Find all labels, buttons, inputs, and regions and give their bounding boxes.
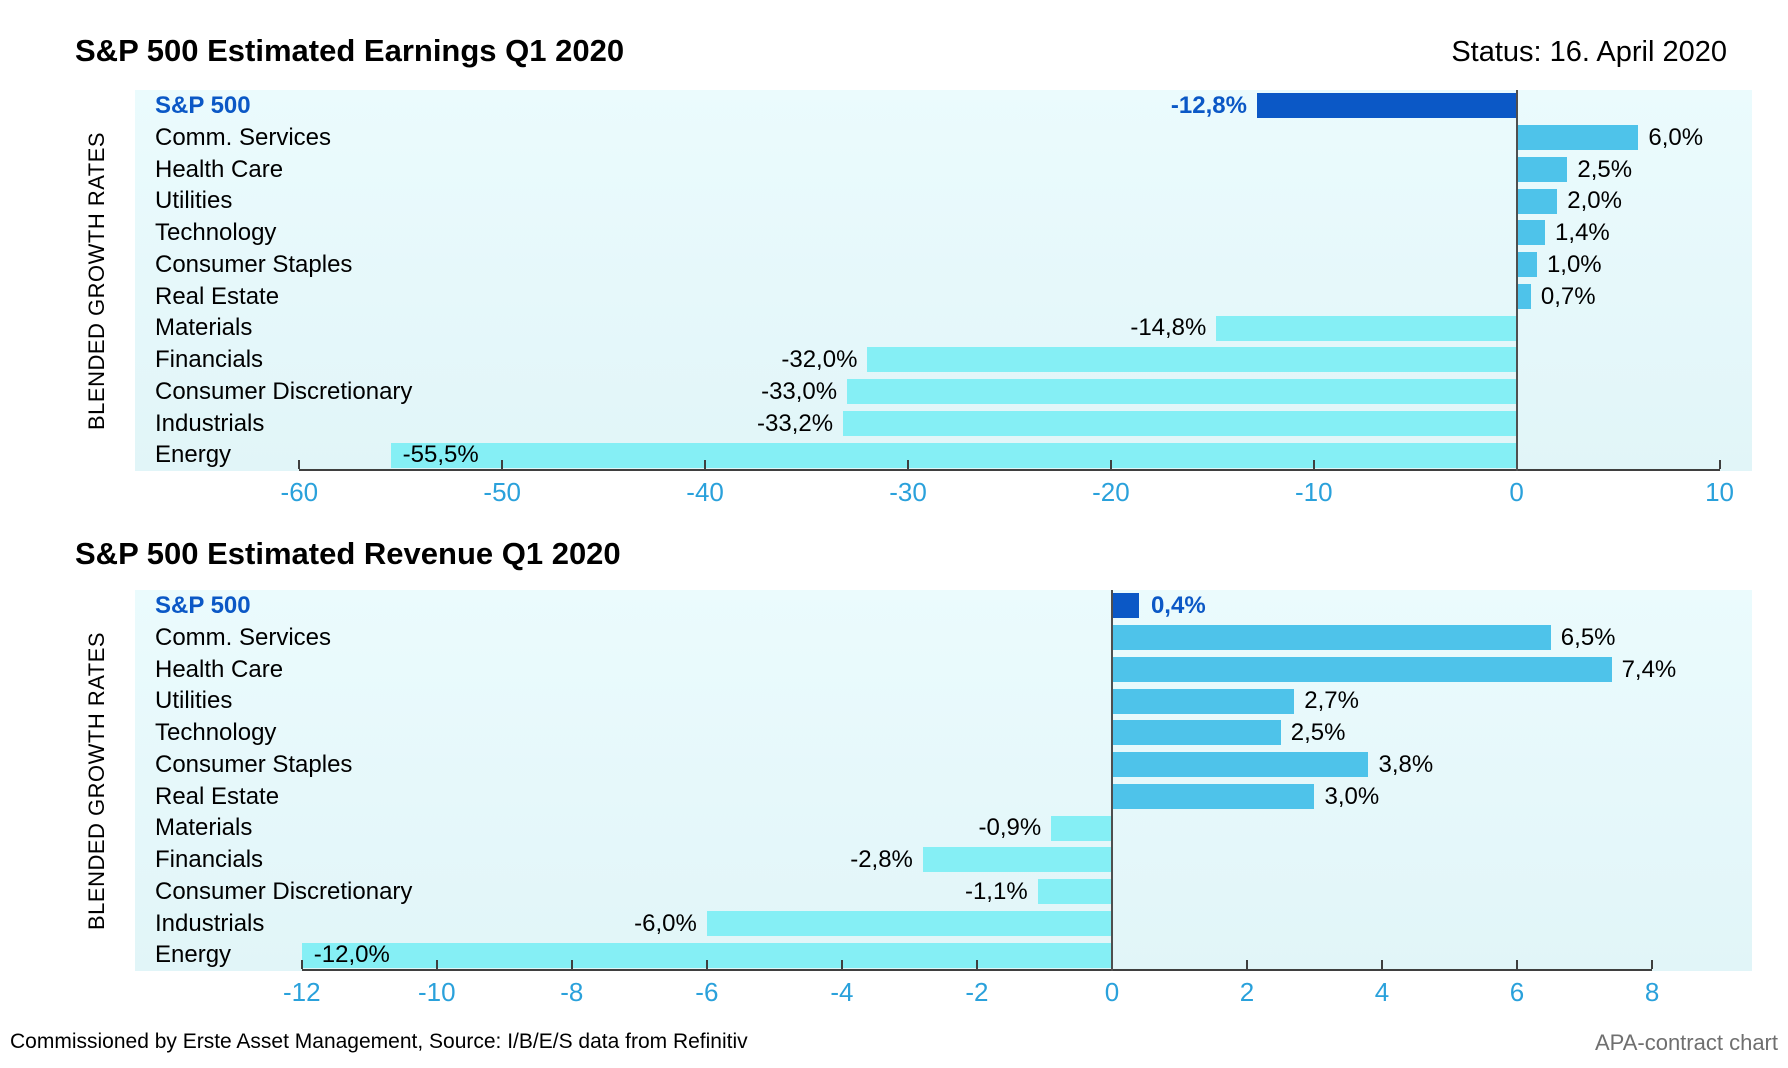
category-label-industrials: Industrials bbox=[155, 409, 265, 437]
value-label-health-care: 2,5% bbox=[1577, 155, 1633, 183]
x-tick--50 bbox=[501, 460, 503, 469]
value-label-industrials: -33,2% bbox=[757, 409, 834, 437]
bar-energy bbox=[391, 443, 1517, 468]
bar-industrials bbox=[707, 911, 1112, 936]
x-tick-10 bbox=[1719, 460, 1721, 469]
x-tick--2 bbox=[976, 960, 978, 969]
category-label-technology: Technology bbox=[155, 219, 277, 246]
category-label-financials: Financials bbox=[155, 846, 264, 873]
bar-real-estate bbox=[1517, 284, 1531, 309]
x-tick-4 bbox=[1381, 960, 1383, 969]
revenue-plot-area bbox=[135, 590, 1752, 1007]
earnings-chart-title: S&P 500 Estimated Earnings Q1 2020 bbox=[75, 33, 625, 68]
zero-baseline bbox=[1111, 590, 1113, 971]
value-label-comm-services: 6,0% bbox=[1648, 123, 1704, 151]
value-label-s-p-500: -12,8% bbox=[1170, 92, 1247, 119]
x-tick--30 bbox=[907, 460, 909, 469]
x-axis-line bbox=[302, 969, 1652, 971]
value-label-consumer-discretionary: -1,1% bbox=[964, 877, 1028, 905]
bar-consumer-staples bbox=[1112, 752, 1369, 777]
value-label-industrials: -6,0% bbox=[634, 909, 697, 937]
bar-s-p-500 bbox=[1112, 593, 1139, 618]
category-label-real-estate: Real Estate bbox=[155, 282, 280, 310]
category-label-comm-services: Comm. Services bbox=[155, 123, 332, 151]
bar-comm-services bbox=[1517, 125, 1639, 150]
x-tick-label-4: 4 bbox=[1374, 977, 1390, 1007]
x-tick-label-10: 10 bbox=[1705, 477, 1734, 507]
status-date: Status: 16. April 2020 bbox=[1451, 36, 1727, 68]
bar-s-p-500 bbox=[1257, 93, 1517, 118]
value-label-real-estate: 0,7% bbox=[1540, 282, 1596, 310]
bar-real-estate bbox=[1112, 784, 1315, 809]
value-label-materials: -0,9% bbox=[978, 814, 1042, 842]
value-label-financials: -2,8% bbox=[850, 846, 913, 873]
category-label-consumer-staples: Consumer Staples bbox=[155, 750, 353, 778]
value-label-comm-services: 6,5% bbox=[1560, 623, 1616, 651]
chart-credit: APA-contract chart bbox=[1595, 1030, 1778, 1055]
x-tick--40 bbox=[704, 460, 706, 469]
bar-health-care bbox=[1112, 657, 1612, 682]
value-label-technology: 2,5% bbox=[1290, 719, 1346, 746]
category-label-comm-services: Comm. Services bbox=[155, 623, 332, 651]
value-label-energy: -55,5% bbox=[402, 441, 479, 469]
category-label-technology: Technology bbox=[155, 719, 277, 746]
value-label-financials: -32,0% bbox=[781, 346, 858, 373]
zero-baseline bbox=[1516, 90, 1518, 471]
x-tick--60 bbox=[298, 460, 300, 469]
earnings-y-axis-label: BLENDED GROWTH RATES bbox=[84, 131, 109, 430]
x-tick-label--60: -60 bbox=[280, 477, 319, 507]
category-label-consumer-staples: Consumer Staples bbox=[155, 250, 353, 278]
x-tick-label--50: -50 bbox=[483, 477, 522, 507]
x-tick-label--30: -30 bbox=[889, 477, 927, 507]
bar-utilities bbox=[1517, 189, 1558, 214]
revenue-chart-title: S&P 500 Estimated Revenue Q1 2020 bbox=[75, 536, 621, 571]
category-label-energy: Energy bbox=[155, 441, 232, 469]
revenue-y-axis-label: BLENDED GROWTH RATES bbox=[84, 631, 109, 930]
bar-consumer-discretionary bbox=[1038, 879, 1112, 904]
x-tick-6 bbox=[1516, 960, 1518, 969]
bar-materials bbox=[1216, 316, 1516, 341]
bar-consumer-discretionary bbox=[847, 379, 1517, 404]
category-label-real-estate: Real Estate bbox=[155, 782, 280, 810]
x-tick--4 bbox=[841, 960, 843, 969]
value-label-real-estate: 3,0% bbox=[1324, 782, 1380, 810]
x-tick-2 bbox=[1246, 960, 1248, 969]
earnings-plot-area bbox=[135, 90, 1752, 507]
category-label-s-p-500: S&P 500 bbox=[155, 92, 251, 119]
category-label-utilities: Utilities bbox=[155, 687, 233, 715]
value-label-materials: -14,8% bbox=[1130, 314, 1207, 342]
x-tick-label--20: -20 bbox=[1092, 477, 1130, 507]
x-tick-label-8: 8 bbox=[1644, 977, 1660, 1007]
bar-utilities bbox=[1112, 689, 1294, 714]
category-label-industrials: Industrials bbox=[155, 909, 265, 937]
source-note: Commissioned by Erste Asset Management, Source: I/B/E/S data from Refinitiv bbox=[10, 1030, 748, 1053]
category-label-materials: Materials bbox=[155, 814, 253, 842]
x-tick-label-6: 6 bbox=[1509, 977, 1525, 1007]
bar-technology bbox=[1517, 220, 1545, 245]
value-label-utilities: 2,7% bbox=[1304, 687, 1359, 715]
category-label-utilities: Utilities bbox=[155, 187, 233, 215]
category-label-health-care: Health Care bbox=[155, 155, 284, 183]
x-tick-label--6: -6 bbox=[695, 977, 719, 1007]
value-label-s-p-500: 0,4% bbox=[1150, 592, 1206, 619]
x-tick-label--12: -12 bbox=[282, 977, 321, 1007]
x-tick--10 bbox=[436, 960, 438, 969]
value-label-utilities: 2,0% bbox=[1567, 187, 1622, 215]
x-tick-label-0: 0 bbox=[1104, 977, 1120, 1007]
x-tick-label--10: -10 bbox=[1294, 477, 1333, 507]
category-label-energy: Energy bbox=[155, 941, 232, 969]
value-label-consumer-staples: 3,8% bbox=[1378, 750, 1434, 778]
category-label-materials: Materials bbox=[155, 314, 253, 342]
x-tick-label-2: 2 bbox=[1239, 977, 1255, 1007]
value-label-consumer-discretionary: -33,0% bbox=[761, 377, 838, 405]
x-tick--12 bbox=[301, 960, 303, 969]
bar-materials bbox=[1051, 816, 1112, 841]
bar-industrials bbox=[843, 411, 1517, 436]
value-label-health-care: 7,4% bbox=[1621, 655, 1677, 683]
value-label-energy: -12,0% bbox=[313, 941, 390, 969]
bar-consumer-staples bbox=[1517, 252, 1537, 277]
bar-financials bbox=[867, 347, 1516, 372]
x-tick--6 bbox=[706, 960, 708, 969]
bar-health-care bbox=[1517, 157, 1568, 182]
x-tick--8 bbox=[571, 960, 573, 969]
category-label-consumer-discretionary: Consumer Discretionary bbox=[155, 377, 413, 405]
category-label-financials: Financials bbox=[155, 346, 264, 373]
bar-financials bbox=[923, 847, 1112, 872]
x-tick--10 bbox=[1313, 460, 1315, 469]
value-label-technology: 1,4% bbox=[1555, 219, 1610, 246]
x-tick--20 bbox=[1110, 460, 1112, 469]
category-label-s-p-500: S&P 500 bbox=[155, 592, 251, 619]
x-tick-8 bbox=[1651, 960, 1653, 969]
value-label-consumer-staples: 1,0% bbox=[1546, 250, 1602, 278]
x-tick-label--8: -8 bbox=[560, 977, 584, 1007]
x-tick-label--2: -2 bbox=[965, 977, 989, 1007]
category-label-health-care: Health Care bbox=[155, 655, 284, 683]
bar-technology bbox=[1112, 720, 1281, 745]
x-tick-label--10: -10 bbox=[417, 977, 456, 1007]
category-label-consumer-discretionary: Consumer Discretionary bbox=[155, 877, 413, 905]
bar-comm-services bbox=[1112, 625, 1551, 650]
x-axis-line bbox=[299, 469, 1719, 471]
x-tick-label--40: -40 bbox=[686, 477, 724, 507]
x-tick-label-0: 0 bbox=[1509, 477, 1524, 507]
x-tick-label--4: -4 bbox=[830, 977, 854, 1007]
